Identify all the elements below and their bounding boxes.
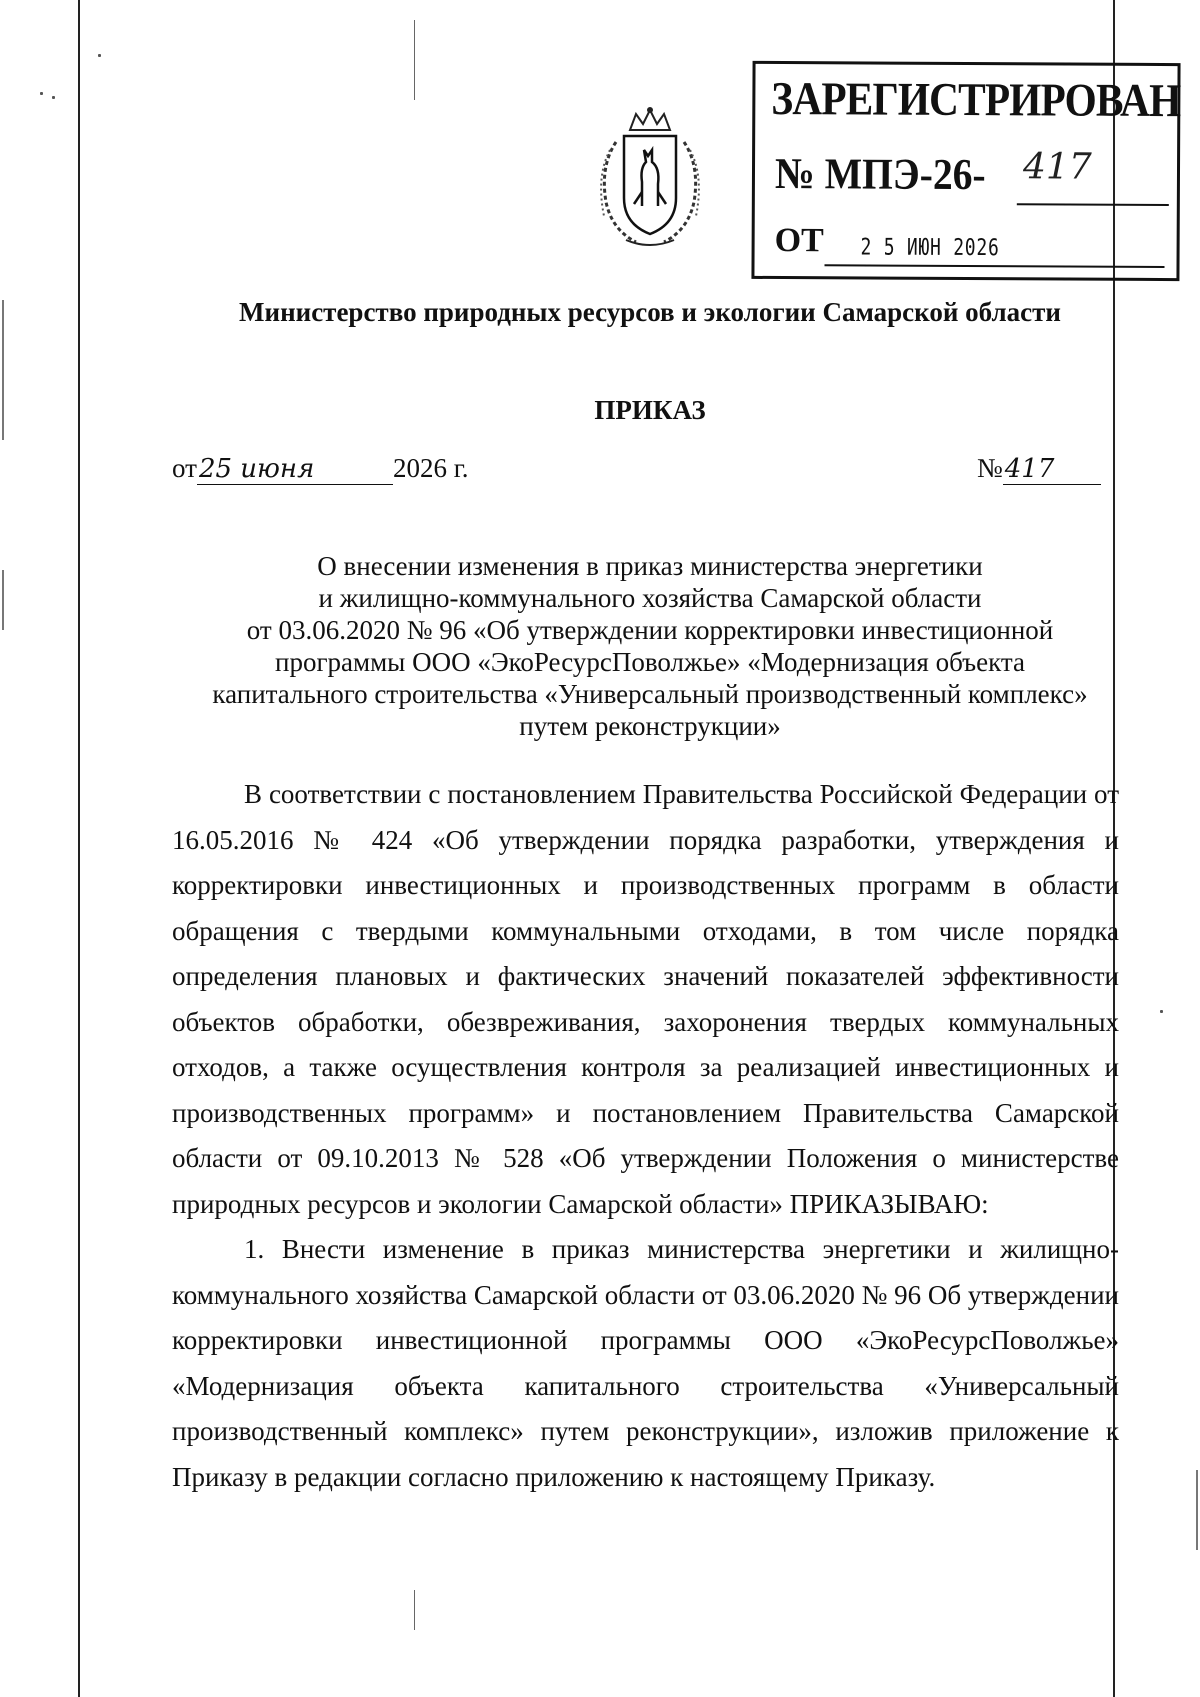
clause-paragraph: 1. Внести изменение в приказ министерства энергетики и жилищно-коммунального хозяйства Самарской области от 03.06.2020 № 96 Об утверждении корректировки инвестиционной программы ООО «ЭкоРесурсПоволжье» «Модернизация объекта капитального строительства «Универсальный производственный комплекс» путем реконструкции», изложив приложение к Приказу в редакции согласно приложению к настоящему Приказу. [172,1234,1119,1492]
coat-of-arms-icon [586,106,714,252]
scan-center-mark-bottom [414,1590,415,1630]
stamp-number-handwritten: 417 [1022,146,1092,188]
scan-center-mark-top [414,20,415,100]
subject-line: от 03.06.2020 № 96 «Об утверждении корректировки инвестиционной [246,615,1054,645]
subject-line: и жилищно-коммунального хозяйства Самарской области [318,583,982,613]
order-year: 2026 г. [392,453,469,483]
order-date [172,452,468,485]
scan-speck [40,92,43,95]
scan-speck [1160,1010,1163,1013]
scan-speck [98,54,101,57]
ministry-title: Министерство природных ресурсов и экологии Самарской области [239,297,1061,327]
scan-left-edge-line [78,0,80,1697]
stamp-number-underline [1017,203,1169,206]
order-body [172,772,1119,1500]
order-number-handwritten: 417 [1003,455,1101,485]
subject-line: капитального строительства «Универсальный производственный комплекс» [212,679,1088,709]
preamble-paragraph: В соответствии с постановлением Правительства Российской Федерации от 16.05.2016 № 424 «Об утверждении порядка разработки, утверждения и корректировки инвестиционных и производственных программ в области обращения с твердыми коммунальными отходами, в том числе порядка определения плановых и фактических значений показателей эффективности объектов обработки, обезвреживания, захоронения твердых коммунальных отходов, а также осуществления контроля за реализацией инвестиционных и производственных программ» и постановлением Правительства Самарской области от 09.10.2013 № 528 «Об утверждении Положения о министерстве природных ресурсов и экологии Самарской области» ПРИКАЗЫВАЮ: [172,779,1119,1219]
document-type-title: ПРИКАЗ [594,395,706,425]
stamp-number-prefix: № МПЭ-26- [774,149,986,200]
order-number [977,452,1101,485]
registration-stamp [751,61,1180,281]
order-date-prefix: от [172,453,197,483]
stamp-date-label: ОТ [774,221,824,260]
scan-speck [52,96,55,99]
scan-far-right-mark [1196,1470,1198,1550]
stamp-date-value: 2 5 ИЮН 2026 [860,234,1000,262]
stamp-date-underline [824,264,1164,268]
subject-line: программы ООО «ЭкоРесурсПоволжье» «Модернизация объекта [275,647,1025,677]
order-subject [150,550,1150,742]
order-date-handwritten: 25 июня [197,455,393,485]
order-number-prefix: № [977,453,1003,483]
scan-far-left-mark-2 [2,570,4,630]
stamp-title: ЗАРЕГИСТРИРОВАН [771,72,1181,128]
subject-line: путем реконструкции» [519,711,781,741]
scan-far-left-mark [2,300,4,440]
subject-line: О внесении изменения в приказ министерства энергетики [317,551,983,581]
